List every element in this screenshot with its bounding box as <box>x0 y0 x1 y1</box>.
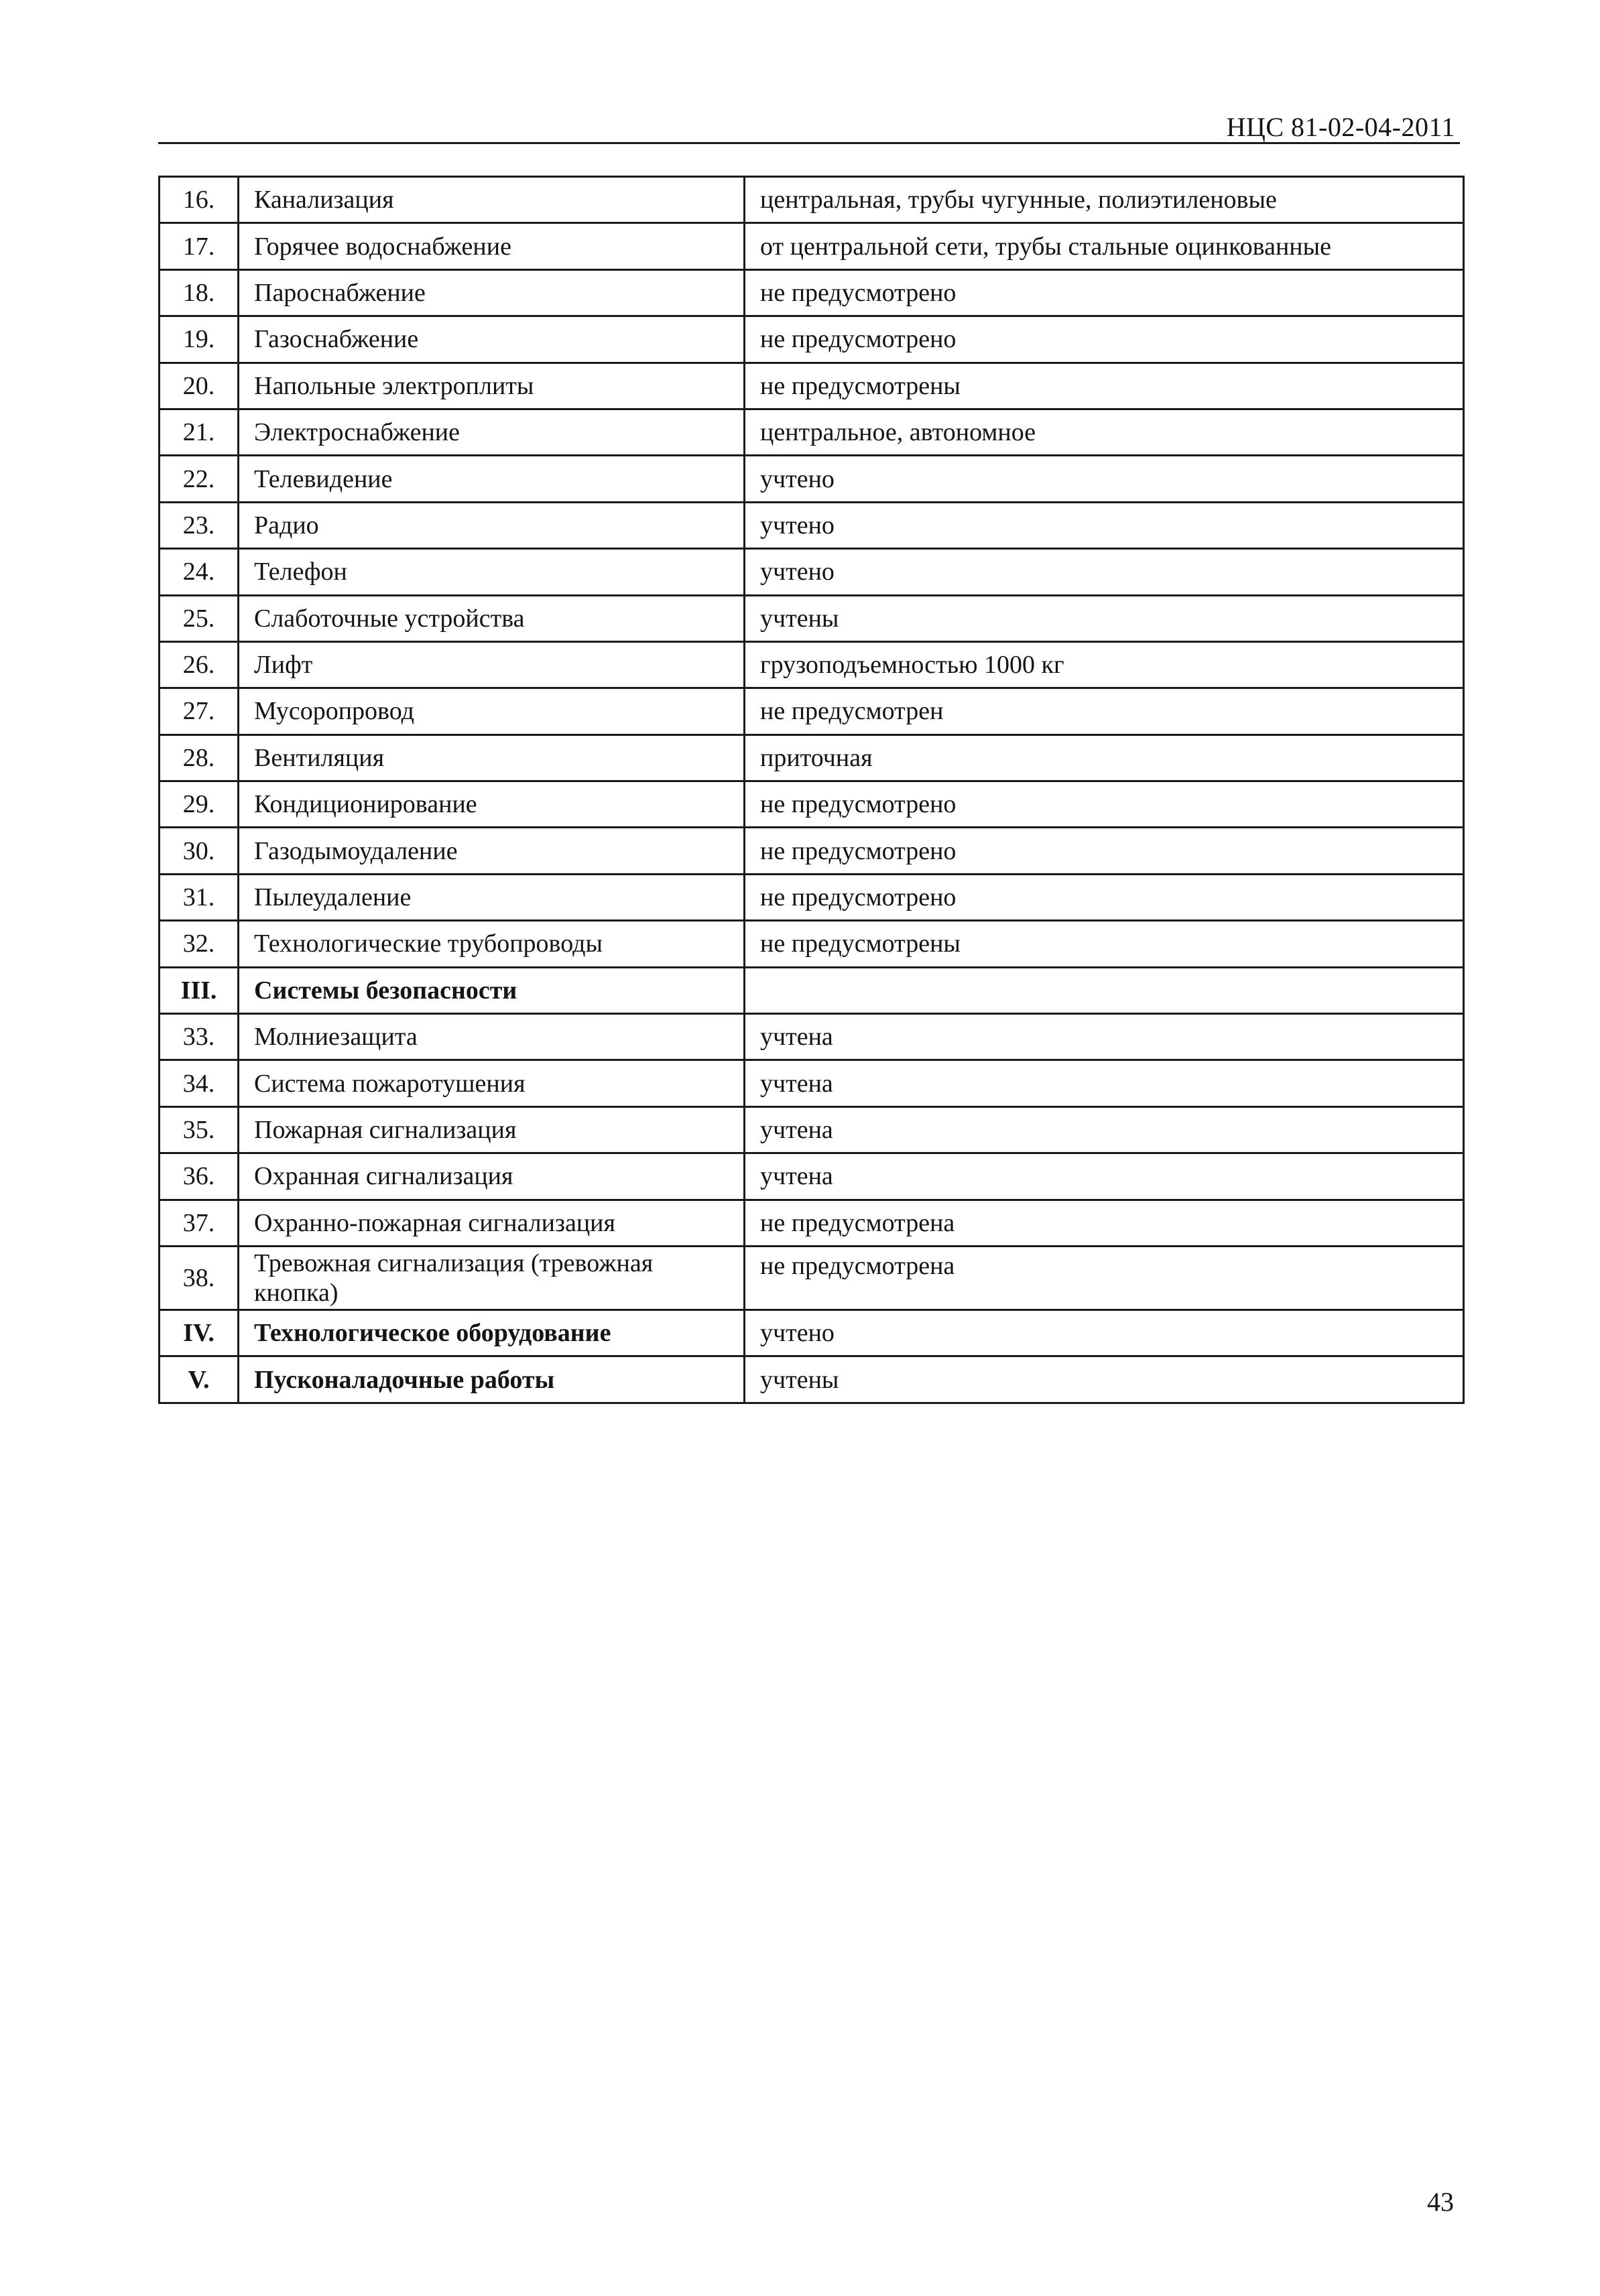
row-value: учтена <box>745 1106 1464 1153</box>
row-number: 23. <box>160 502 239 548</box>
table-row <box>160 874 1464 920</box>
row-value: не предусмотрена <box>745 1246 1464 1310</box>
table-row <box>160 1106 1464 1153</box>
table-row <box>160 1060 1464 1106</box>
row-number: 21. <box>160 409 239 455</box>
table-row <box>160 595 1464 641</box>
row-number: 17. <box>160 223 239 269</box>
row-number: 34. <box>160 1060 239 1106</box>
row-value: не предусмотрено <box>745 781 1464 828</box>
row-name: Тревожная сигнализация (тревожная кнопка) <box>239 1246 745 1310</box>
row-value: учтено <box>745 502 1464 548</box>
row-value: центральное, автономное <box>745 409 1464 455</box>
row-value: приточная <box>745 735 1464 781</box>
section-number: III. <box>160 967 239 1013</box>
table-row <box>160 1246 1464 1310</box>
row-number: 29. <box>160 781 239 828</box>
row-name: Мусоропровод <box>239 688 745 735</box>
table-row <box>160 223 1464 269</box>
row-value: не предусмотрен <box>745 688 1464 735</box>
row-name: Охранная сигнализация <box>239 1153 745 1200</box>
row-name: Телефон <box>239 549 745 595</box>
section-value <box>745 967 1464 1013</box>
page-number: 43 <box>1427 2187 1454 2217</box>
row-number: 28. <box>160 735 239 781</box>
row-name: Пароснабжение <box>239 269 745 316</box>
table-row <box>160 316 1464 363</box>
section-row <box>160 1356 1464 1403</box>
row-value: не предусмотрено <box>745 874 1464 920</box>
row-number: 35. <box>160 1106 239 1153</box>
row-name: Газоснабжение <box>239 316 745 363</box>
row-name: Вентиляция <box>239 735 745 781</box>
table-row <box>160 456 1464 502</box>
row-value: учтено <box>745 549 1464 595</box>
row-value: не предусмотрено <box>745 828 1464 874</box>
row-number: 16. <box>160 177 239 223</box>
row-number: 33. <box>160 1014 239 1060</box>
section-title: Пусконаладочные работы <box>239 1356 745 1403</box>
table-row <box>160 363 1464 409</box>
row-value: учтено <box>745 456 1464 502</box>
row-number: 19. <box>160 316 239 363</box>
table-row <box>160 409 1464 455</box>
row-name: Пылеудаление <box>239 874 745 920</box>
row-name: Слаботочные устройства <box>239 595 745 641</box>
row-value: не предусмотрено <box>745 269 1464 316</box>
section-value: учтено <box>745 1310 1464 1356</box>
document-code: НЦС 81-02-04-2011 <box>1226 112 1455 142</box>
row-name: Радио <box>239 502 745 548</box>
row-number: 24. <box>160 549 239 595</box>
row-number: 30. <box>160 828 239 874</box>
section-value: учтены <box>745 1356 1464 1403</box>
table-row <box>160 177 1464 223</box>
row-value: учтена <box>745 1014 1464 1060</box>
row-number: 25. <box>160 595 239 641</box>
row-name: Напольные электроплиты <box>239 363 745 409</box>
section-title: Системы безопасности <box>239 967 745 1013</box>
row-value: центральная, трубы чугунные, полиэтиленовые <box>745 177 1464 223</box>
table-row <box>160 921 1464 967</box>
table-row <box>160 641 1464 688</box>
row-number: 18. <box>160 269 239 316</box>
row-name: Телевидение <box>239 456 745 502</box>
section-number: IV. <box>160 1310 239 1356</box>
row-number: 38. <box>160 1246 239 1310</box>
row-number: 27. <box>160 688 239 735</box>
section-row <box>160 1310 1464 1356</box>
row-value: не предусмотрены <box>745 363 1464 409</box>
row-value: учтена <box>745 1060 1464 1106</box>
table-row <box>160 1014 1464 1060</box>
row-number: 26. <box>160 641 239 688</box>
row-value: учтены <box>745 595 1464 641</box>
table-row <box>160 549 1464 595</box>
row-number: 22. <box>160 456 239 502</box>
row-name: Пожарная сигнализация <box>239 1106 745 1153</box>
row-value: грузоподъемностью 1000 кг <box>745 641 1464 688</box>
table-row <box>160 828 1464 874</box>
row-name: Электроснабжение <box>239 409 745 455</box>
row-value: от центральной сети, трубы стальные оцинкованные <box>745 223 1464 269</box>
row-number: 20. <box>160 363 239 409</box>
table-row <box>160 269 1464 316</box>
row-name: Горячее водоснабжение <box>239 223 745 269</box>
table-row <box>160 1153 1464 1200</box>
row-value: не предусмотрены <box>745 921 1464 967</box>
row-number: 37. <box>160 1200 239 1246</box>
row-value: не предусмотрено <box>745 316 1464 363</box>
table-row <box>160 688 1464 735</box>
row-value: учтена <box>745 1153 1464 1200</box>
row-name: Система пожаротушения <box>239 1060 745 1106</box>
table-row <box>160 502 1464 548</box>
section-number: V. <box>160 1356 239 1403</box>
row-name: Охранно-пожарная сигнализация <box>239 1200 745 1246</box>
section-row <box>160 967 1464 1013</box>
specification-table <box>158 176 1465 1404</box>
table-row <box>160 735 1464 781</box>
table-row <box>160 781 1464 828</box>
row-number: 36. <box>160 1153 239 1200</box>
row-name: Молниезащита <box>239 1014 745 1060</box>
section-title: Технологическое оборудование <box>239 1310 745 1356</box>
header-divider <box>158 142 1460 144</box>
table-row <box>160 1200 1464 1246</box>
row-value: не предусмотрена <box>745 1200 1464 1246</box>
row-name: Канализация <box>239 177 745 223</box>
row-name: Газодымоудаление <box>239 828 745 874</box>
row-name: Кондиционирование <box>239 781 745 828</box>
row-number: 31. <box>160 874 239 920</box>
row-name: Лифт <box>239 641 745 688</box>
row-name: Технологические трубопроводы <box>239 921 745 967</box>
row-number: 32. <box>160 921 239 967</box>
